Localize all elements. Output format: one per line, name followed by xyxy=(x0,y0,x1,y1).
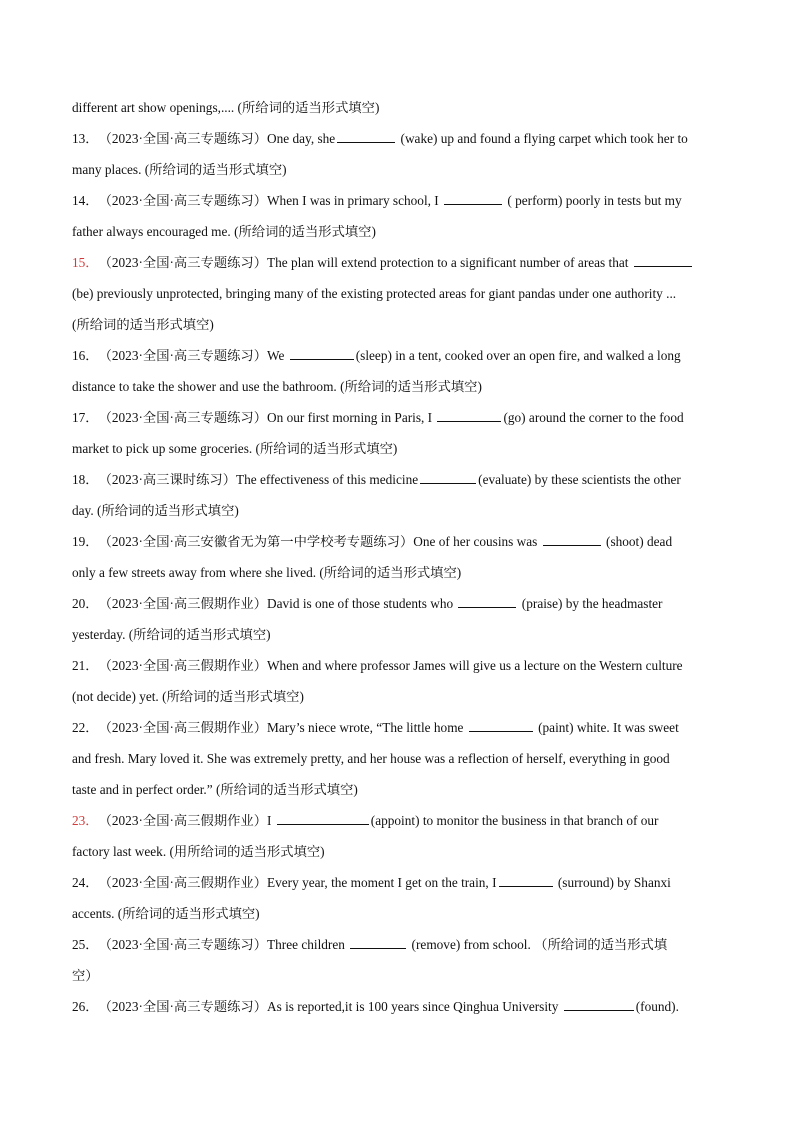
line-text: (paint) white. It was sweet xyxy=(534,720,679,735)
continuation-line xyxy=(72,681,728,712)
line-text: 空） xyxy=(72,968,99,983)
line-text: (praise) by the headmaster xyxy=(518,596,663,611)
question-line xyxy=(72,867,728,898)
line-text: (shoot) dead xyxy=(602,534,673,549)
line-text: day. (所给词的适当形式填空) xyxy=(72,503,239,518)
answer-blank[interactable] xyxy=(499,885,553,887)
question-line xyxy=(72,340,728,371)
continuation-line xyxy=(72,960,728,991)
answer-blank[interactable] xyxy=(337,141,395,143)
question-number: 24． xyxy=(72,875,99,890)
answer-blank[interactable] xyxy=(350,947,406,949)
line-text: （2023·全国·高三专题练习）We xyxy=(98,348,288,363)
continuation-line xyxy=(72,309,728,340)
line-text: （2023·全国·高三假期作业）I xyxy=(98,813,275,828)
question-number: 19． xyxy=(72,534,99,549)
question-number: 26． xyxy=(72,999,99,1014)
question-number: 15． xyxy=(72,255,99,270)
question-line xyxy=(72,712,728,743)
question-line xyxy=(72,464,728,495)
line-text: （2023·全国·高三专题练习）The plan will extend protection to a significant number of areas that xyxy=(98,255,632,270)
continuation-line xyxy=(72,619,728,650)
line-text: (sleep) in a tent, cooked over an open fire, and walked a long xyxy=(355,348,681,363)
answer-blank[interactable] xyxy=(469,730,533,732)
line-text: factory last week. (用所给词的适当形式填空) xyxy=(72,844,325,859)
answer-blank[interactable] xyxy=(564,1009,634,1011)
answer-blank[interactable] xyxy=(634,265,692,267)
question-number: 25． xyxy=(72,937,99,952)
line-text: （2023·全国·高三假期作业）Mary’s niece wrote, “The little home xyxy=(98,720,467,735)
answer-blank[interactable] xyxy=(543,544,601,546)
continuation-line xyxy=(72,92,728,123)
line-text: distance to take the shower and use the bathroom. (所给词的适当形式填空) xyxy=(72,379,482,394)
line-text: (surround) by Shanxi xyxy=(554,875,671,890)
line-text: market to pick up some groceries. (所给词的适当形式填空) xyxy=(72,441,398,456)
continuation-line xyxy=(72,743,728,774)
line-text: (remove) from school. （所给词的适当形式填 xyxy=(408,937,668,952)
line-text: （2023·全国·高三假期作业）David is one of those students who xyxy=(98,596,457,611)
line-text: （2023·全国·高三假期作业）When and where professor James will give us a lecture on the Western culture xyxy=(98,658,683,673)
question-number: 16． xyxy=(72,348,99,363)
continuation-line xyxy=(72,278,728,309)
continuation-line xyxy=(72,216,728,247)
line-text: many places. (所给词的适当形式填空) xyxy=(72,162,287,177)
continuation-line xyxy=(72,836,728,867)
answer-blank[interactable] xyxy=(444,203,502,205)
line-text: (wake) up and found a flying carpet which took her to xyxy=(397,131,688,146)
answer-blank[interactable] xyxy=(437,420,501,422)
line-text: (appoint) to monitor the business in that branch of our xyxy=(370,813,659,828)
continuation-line xyxy=(72,557,728,588)
line-text: （2023·全国·高三专题练习）Three children xyxy=(98,937,349,952)
line-text: (not decide) yet. (所给词的适当形式填空) xyxy=(72,689,304,704)
line-text: taste and in perfect order.” (所给词的适当形式填空) xyxy=(72,782,358,797)
question-number: 13． xyxy=(72,131,99,146)
line-text: ( perform) poorly in tests but my xyxy=(504,193,682,208)
line-text: different art show openings,.... (所给词的适当形式填空) xyxy=(72,100,380,115)
line-text: yesterday. (所给词的适当形式填空) xyxy=(72,627,271,642)
line-text: （2023·全国·高三专题练习）When I was in primary school, I xyxy=(98,193,443,208)
question-number: 18． xyxy=(72,472,99,487)
line-text: （2023·全国·高三专题练习）On our first morning in Paris, I xyxy=(98,410,436,425)
worksheet-page xyxy=(72,92,728,1022)
question-number: 14． xyxy=(72,193,99,208)
answer-blank[interactable] xyxy=(277,823,369,825)
answer-blank[interactable] xyxy=(458,606,516,608)
line-text: accents. (所给词的适当形式填空) xyxy=(72,906,260,921)
continuation-line xyxy=(72,154,728,185)
question-number: 20． xyxy=(72,596,99,611)
line-text: （2023·全国·高三安徽省无为第一中学校考专题练习）One of her cousins was xyxy=(98,534,541,549)
line-text: （2023·全国·高三假期作业）Every year, the moment I get on the train, I xyxy=(98,875,497,890)
continuation-line xyxy=(72,898,728,929)
question-number: 17． xyxy=(72,410,99,425)
line-text: （2023·高三课时练习）The effectiveness of this medicine xyxy=(98,472,419,487)
continuation-line xyxy=(72,433,728,464)
question-line xyxy=(72,588,728,619)
line-text: (be) previously unprotected, bringing many of the existing protected areas for giant pandas under one authority ... xyxy=(72,286,677,301)
line-text: (go) around the corner to the food xyxy=(503,410,684,425)
question-line xyxy=(72,247,728,278)
question-line xyxy=(72,402,728,433)
question-line xyxy=(72,929,728,960)
line-text: (evaluate) by these scientists the other xyxy=(478,472,681,487)
line-text: father always encouraged me. (所给词的适当形式填空) xyxy=(72,224,376,239)
question-number: 23． xyxy=(72,813,99,828)
continuation-line xyxy=(72,495,728,526)
question-line xyxy=(72,650,728,681)
question-line xyxy=(72,805,728,836)
line-text: (所给词的适当形式填空) xyxy=(72,317,214,332)
question-line xyxy=(72,123,728,154)
line-text: （2023·全国·高三专题练习）One day, she xyxy=(98,131,336,146)
question-line xyxy=(72,991,728,1022)
answer-blank[interactable] xyxy=(290,358,354,360)
question-number: 22． xyxy=(72,720,99,735)
line-text: (found). xyxy=(635,999,679,1014)
line-text: （2023·全国·高三专题练习）As is reported,it is 100 years since Qinghua University xyxy=(98,999,562,1014)
question-line xyxy=(72,185,728,216)
answer-blank[interactable] xyxy=(420,482,476,484)
line-text: and fresh. Mary loved it. She was extremely pretty, and her house was a reflection of herself, everything in good xyxy=(72,751,670,766)
question-number: 21． xyxy=(72,658,99,673)
line-text: only a few streets away from where she lived. (所给词的适当形式填空) xyxy=(72,565,462,580)
continuation-line xyxy=(72,371,728,402)
continuation-line xyxy=(72,774,728,805)
question-line xyxy=(72,526,728,557)
